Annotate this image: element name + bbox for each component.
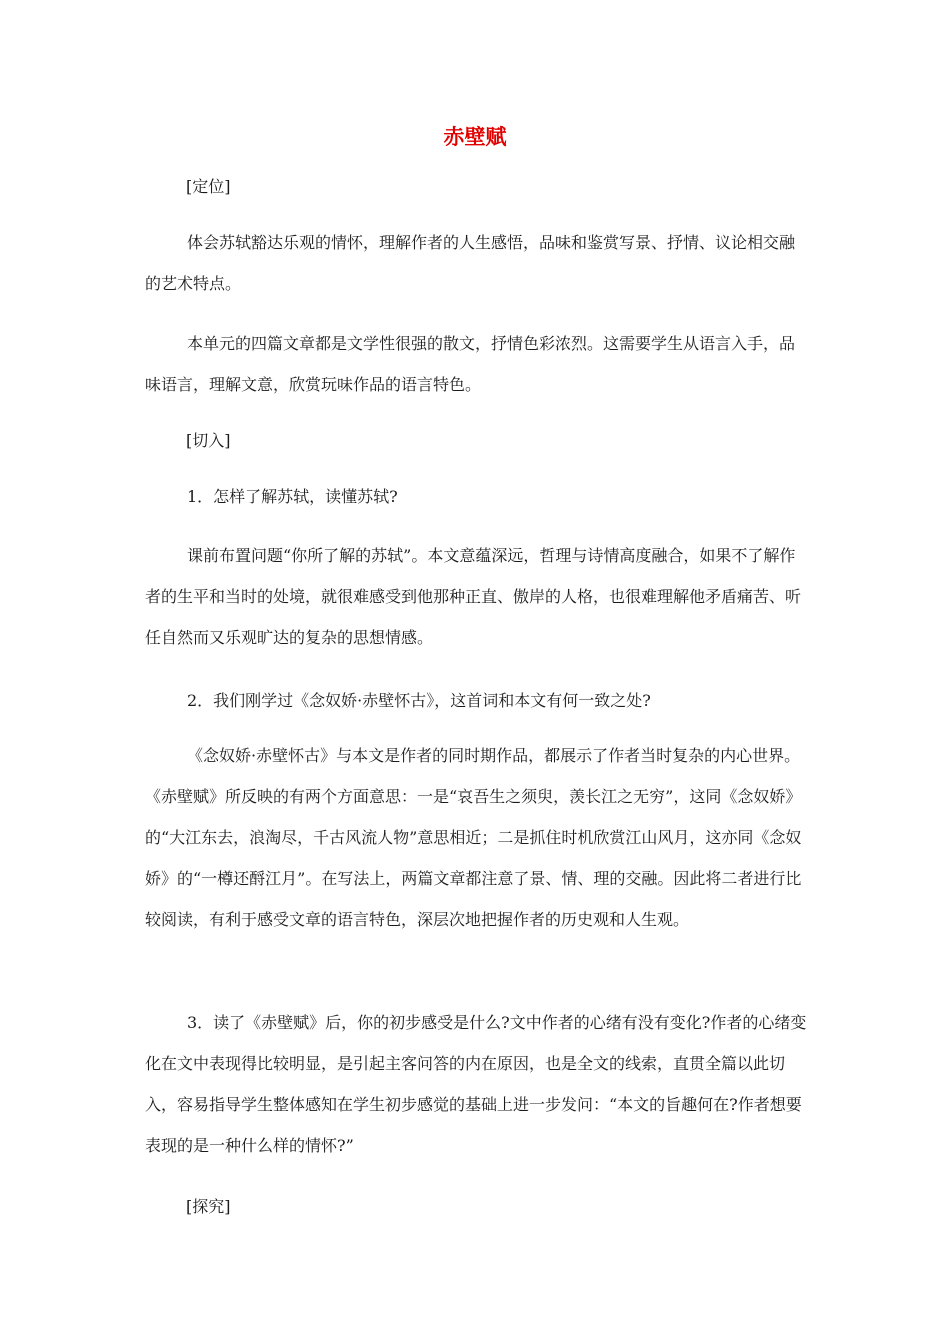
question-2: 2．我们刚学过《念奴娇·赤壁怀古》，这首词和本文有何一致之处? (187, 691, 651, 710)
document-title: 赤壁赋 (443, 125, 507, 149)
entry-heading: [切入] (186, 431, 231, 450)
positioning-paragraph-1: 体会苏轼豁达乐观的情怀，理解作者的人生感悟，品味和鉴赏写景、抒情、议论相交融的艺术特点。 (145, 233, 796, 293)
positioning-heading: [定位] (186, 177, 231, 196)
answer-1: 课前布置问题“你所了解的苏轼”。本文意蕴深远，哲理与诗情高度融合，如果不了解作者的生平和当时的处境，就很难感受到他那种正直、傲岸的人格，也很难理解他矛盾痛苦、听任自然而又乐观旷达的复杂的思想情感。 (145, 546, 802, 647)
question-1: 1．怎样了解苏轼，读懂苏轼? (187, 487, 398, 506)
explore-heading: [探究] (186, 1197, 231, 1216)
positioning-paragraph-2: 本单元的四篇文章都是文学性很强的散文，抒情色彩浓烈。这需要学生从语言入手，品味语言，理解文意，欣赏玩味作品的语言特色。 (145, 334, 796, 394)
question-3-answer: 3．读了《赤壁赋》后，你的初步感受是什么?文中作者的心绪有没有变化?作者的心绪变化在文中表现得比较明显，是引起主客问答的内在原因，也是全文的线索，直贯全篇以此切入，容易指导学生整体感知在学生初步感觉的基础上进一步发问：“本文的旨趣何在?作者想要表现的是一种什么样的情怀?” (145, 1013, 807, 1155)
answer-2: 《念奴娇·赤壁怀古》与本文是作者的同时期作品，都展示了作者当时复杂的内心世界。《赤壁赋》所反映的有两个方面意思：一是“哀吾生之须臾，羡长江之无穷”，这同《念奴娇》的“大江东去，浪淘尽，千古风流人物”意思相近；二是抓住时机欣赏江山风月，这亦同《念奴娇》的“一樽还酹江月”。在写法上，两篇文章都注意了景、情、理的交融。因此将二者进行比较阅读，有利于感受文章的语言特色，深层次地把握作者的历史观和人生观。 (145, 746, 802, 929)
